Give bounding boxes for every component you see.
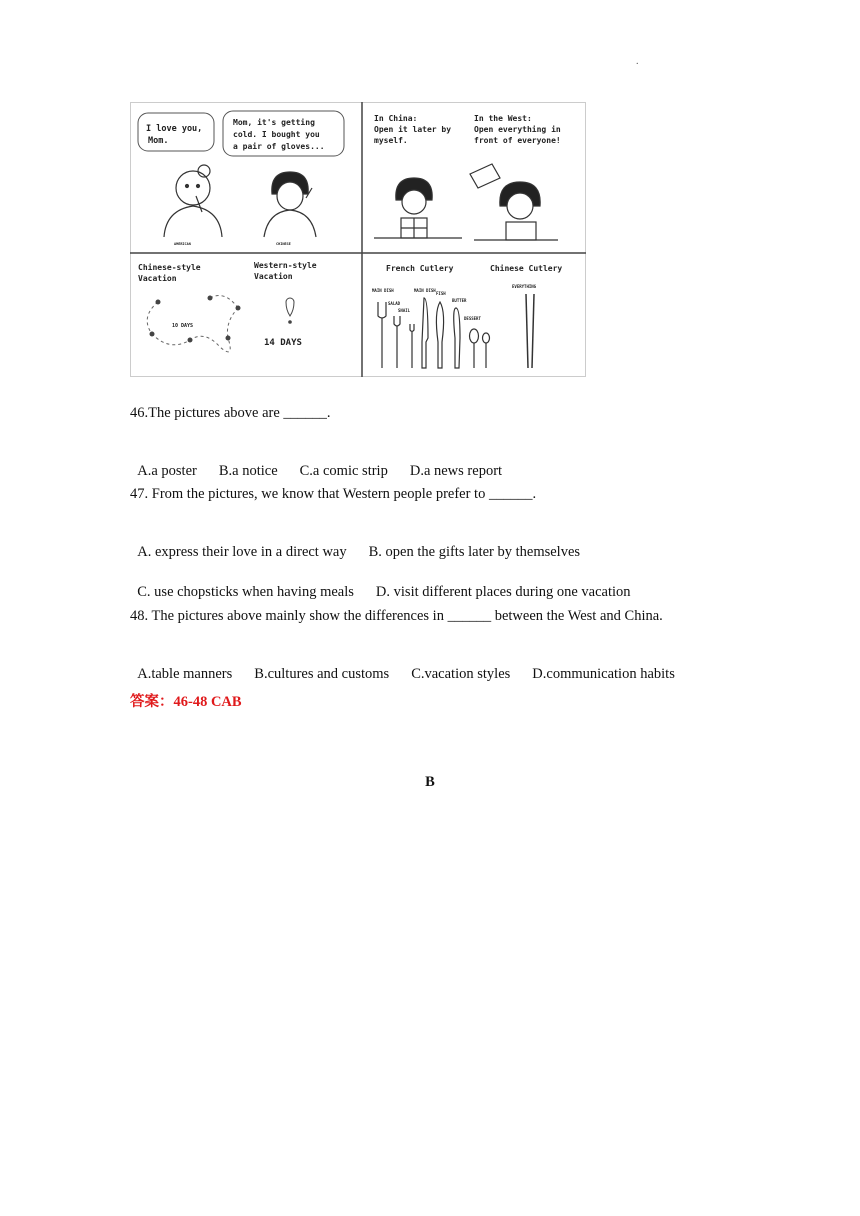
label-butter: BUTTER [452, 298, 467, 303]
chinese-vacation-line2: Vacation [138, 274, 177, 283]
bubble-right-line2: cold. I bought you [233, 130, 320, 139]
bubble-right-line3: a pair of gloves... [233, 142, 325, 151]
question-47-options-row1 [130, 527, 602, 561]
question-47-options-row2 [130, 567, 653, 601]
bubble-left-line2: Mom. [148, 136, 169, 146]
label-fish: FISH [436, 291, 446, 296]
west-text-line3: front of everyone! [474, 136, 561, 145]
option-47-c: C. use chopsticks when having meals [137, 584, 354, 600]
question-48: 48. The pictures above mainly show the differences in ______ between the West and China. [130, 608, 663, 624]
french-cutlery-title: French Cutlery [386, 264, 454, 273]
comic-strip-image [130, 102, 586, 377]
caption-chinese: CHINESE [276, 242, 291, 246]
question-46-options [130, 446, 524, 480]
answer-key: 答案：46-48 CAB [130, 694, 242, 710]
chinese-vacation-line1: Chinese-style [138, 263, 201, 272]
chinese-vacation-days: 10 DAYS [172, 323, 194, 329]
option-46-c: C.a comic strip [299, 463, 388, 479]
option-47-a: A. express their love in a direct way [137, 544, 347, 560]
label-main-dish-2: MAIN DISH [414, 288, 436, 293]
china-text-line2: Open it later by [374, 125, 452, 134]
option-48-b: B.cultures and customs [254, 666, 390, 682]
section-label: B [425, 774, 435, 790]
question-48-options [130, 649, 697, 683]
west-text-line2: Open everything in [474, 125, 561, 134]
western-vacation-line2: Vacation [254, 272, 293, 281]
label-everything: EVERYTHING [512, 284, 537, 289]
bubble-right-line1: Mom, it's getting [233, 118, 315, 127]
option-48-a: A.table manners [137, 666, 233, 682]
option-46-d: D.a news report [409, 463, 503, 479]
header-dot: . [636, 56, 639, 67]
question-47: 47. From the pictures, we know that Western people prefer to ______. [130, 486, 537, 502]
china-text-line1: In China: [374, 114, 418, 123]
label-main-dish-1: MAIN DISH [372, 288, 394, 293]
option-48-d: D.communication habits [532, 666, 675, 682]
option-48-c: C.vacation styles [411, 666, 511, 682]
option-47-d: D. visit different places during one vacation [375, 584, 631, 600]
bubble-left-line1: I love you, [146, 124, 203, 134]
west-text-line1: In the West: [474, 114, 532, 123]
label-dessert: DESSERT [464, 316, 481, 321]
label-snail: SNAIL [398, 308, 411, 313]
western-vacation-days: 14 DAYS [264, 338, 302, 348]
option-47-b: B. open the gifts later by themselves [368, 544, 581, 560]
option-46-b: B.a notice [218, 463, 278, 479]
chinese-cutlery-title: Chinese Cutlery [490, 264, 563, 273]
china-text-line3: myself. [374, 136, 408, 145]
option-46-a: A.a poster [137, 463, 197, 479]
question-46: 46.The pictures above are ______. [130, 405, 331, 421]
western-vacation-line1: Western-style [254, 261, 317, 270]
label-salad: SALAD [388, 301, 401, 306]
caption-american: AMERICAN [174, 242, 191, 246]
